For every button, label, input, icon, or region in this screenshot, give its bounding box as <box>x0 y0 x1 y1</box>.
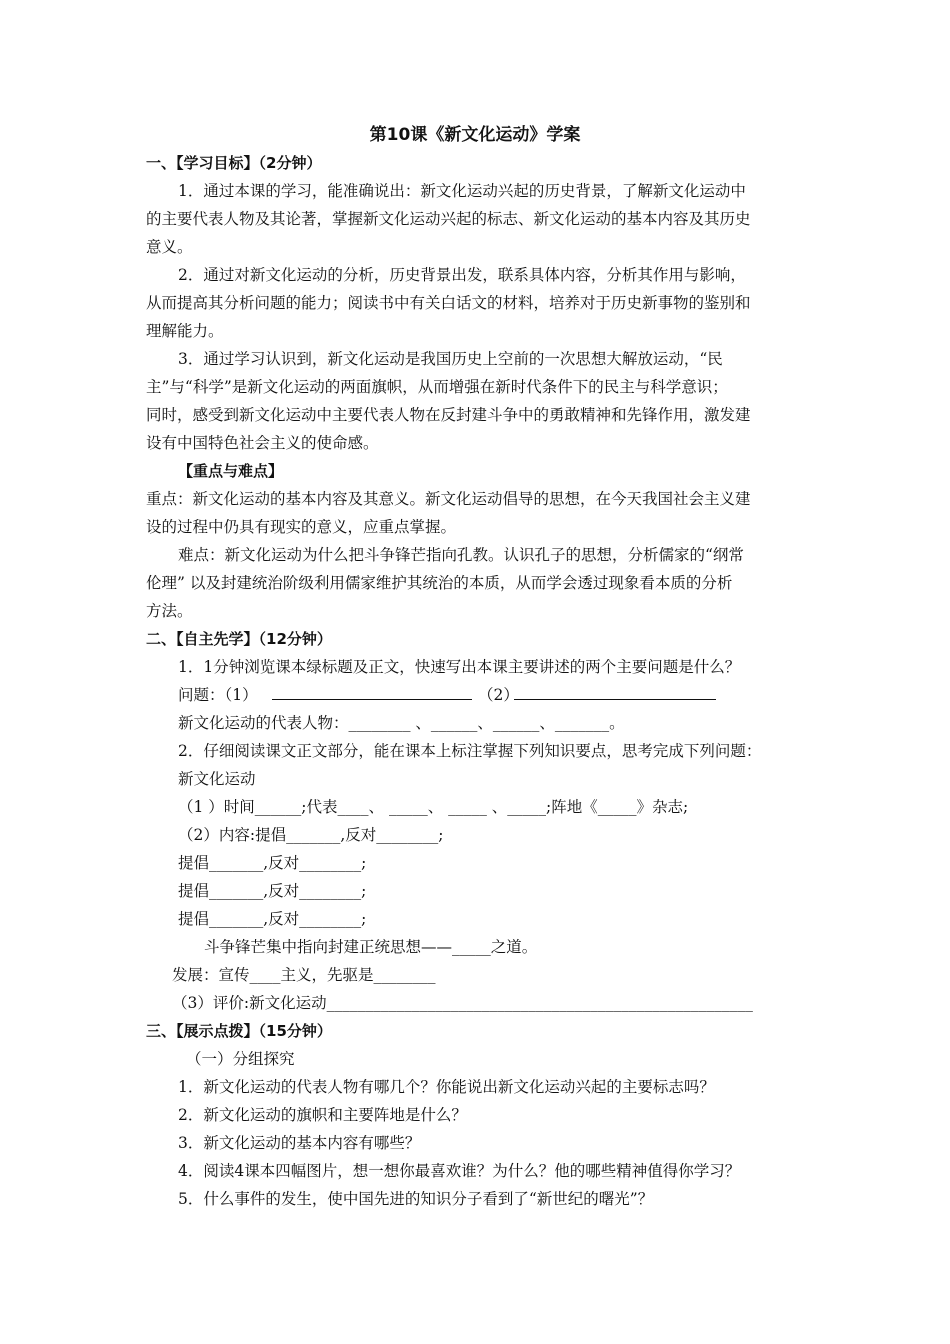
question-label: （2） <box>478 686 519 704</box>
fill-in-line: （3）评价:新文化运动_______________________________________________________ <box>172 994 753 1012</box>
objective-line: 3．通过学习认识到，新文化运动是我国历史上空前的一次思想大解放运动，“民 <box>178 350 723 368</box>
fill-in-line: 发展：宣传____主义，先驱是________ <box>172 966 436 984</box>
discussion-question: 5．什么事件的发生，使中国先进的知识分子看到了“新世纪的曙光”？ <box>178 1190 654 1208</box>
objective-line: 设有中国特色社会主义的使命感。 <box>146 434 379 452</box>
keypoint-line: 伦理” 以及封建统治阶级利用儒家维护其统治的本质，从而学会透过现象看本质的分析 <box>146 574 733 592</box>
self-study-line: 1．1分钟浏览课本绿标题及正文，快速写出本课主要讲述的两个主要问题是什么？ <box>178 658 741 676</box>
section3-heading: 三、【展示点拨】（15分钟） <box>146 1022 332 1040</box>
answer-blank-2[interactable] <box>514 699 716 700</box>
answer-blank-1[interactable] <box>272 699 472 700</box>
section2-heading: 二、【自主先学】（12分钟） <box>146 630 332 648</box>
self-study-line: 新文化运动的代表人物：________ 、______、______、_______。 <box>178 714 625 732</box>
objective-line: 的主要代表人物及其论著，掌握新文化运动兴起的标志、新文化运动的基本内容及其历史 <box>146 210 751 228</box>
fill-in-line: 提倡_______,反对________; <box>178 854 367 872</box>
discussion-question: 2．新文化运动的旗帜和主要阵地是什么？ <box>178 1106 467 1124</box>
fill-in-line: 提倡_______,反对________; <box>178 882 367 900</box>
fill-in-line: 斗争锋芒集中指向封建正统思想——_____之道。 <box>204 938 538 956</box>
discussion-question: 4．阅读4课本四幅图片，想一想你最喜欢谁？为什么？他的哪些精神值得你学习？ <box>178 1162 741 1180</box>
self-study-line: 2．仔细阅读课文正文部分，能在课本上标注掌握下列知识要点，思考完成下列问题： <box>178 742 762 760</box>
question-label: 问题：（1） <box>178 686 258 704</box>
objective-line: 主”与“科学”是新文化运动的两面旗帜，从而增强在新时代条件下的民主与科学意识； <box>146 378 728 396</box>
objective-line: 意义。 <box>146 238 193 256</box>
discussion-question: 1．新文化运动的代表人物有哪几个？你能说出新文化运动兴起的主要标志吗？ <box>178 1078 715 1096</box>
objective-line: 同时，感受到新文化运动中主要代表人物在反封建斗争中的勇敢精神和先锋作用，激发建 <box>146 406 751 424</box>
objective-line: 2．通过对新文化运动的分析，历史背景出发，联系具体内容，分析其作用与影响， <box>178 266 746 284</box>
keypoint-line: 难点：新文化运动为什么把斗争锋芒指向孔教。认识孔子的思想，分析儒家的“纲常 <box>178 546 744 564</box>
section3-subheading: （一）分组探究 <box>186 1050 295 1068</box>
fill-in-line: （2）内容:提倡_______,反对________; <box>178 826 444 844</box>
section1-heading: 一、【学习目标】（2分钟） <box>146 154 322 172</box>
document-title: 第10课《新文化运动》学案 <box>369 125 581 145</box>
objective-line: 1．通过本课的学习，能准确说出：新文化运动兴起的历史背景，了解新文化运动中 <box>178 182 746 200</box>
objective-line: 理解能力。 <box>146 322 224 340</box>
fill-in-line: （1 ）时间______;代表____、 _____、 _____ 、_____;阵地《_____》杂志; <box>178 798 689 816</box>
discussion-question: 3．新文化运动的基本内容有哪些？ <box>178 1134 421 1152</box>
objective-line: 从而提高其分析问题的能力；阅读书中有关白话文的材料，培养对于历史新事物的鉴别和 <box>146 294 751 312</box>
keypoint-line: 方法。 <box>146 602 193 620</box>
keypoint-line: 重点：新文化运动的基本内容及其意义。新文化运动倡导的思想，在今天我国社会主义建 <box>146 490 751 508</box>
self-study-line: 新文化运动 <box>178 770 256 788</box>
fill-in-line: 提倡_______,反对________; <box>178 910 367 928</box>
keypoint-line: 设的过程中仍具有现实的意义，应重点掌握。 <box>146 518 457 536</box>
keypoints-heading: 【重点与难点】 <box>178 462 284 480</box>
